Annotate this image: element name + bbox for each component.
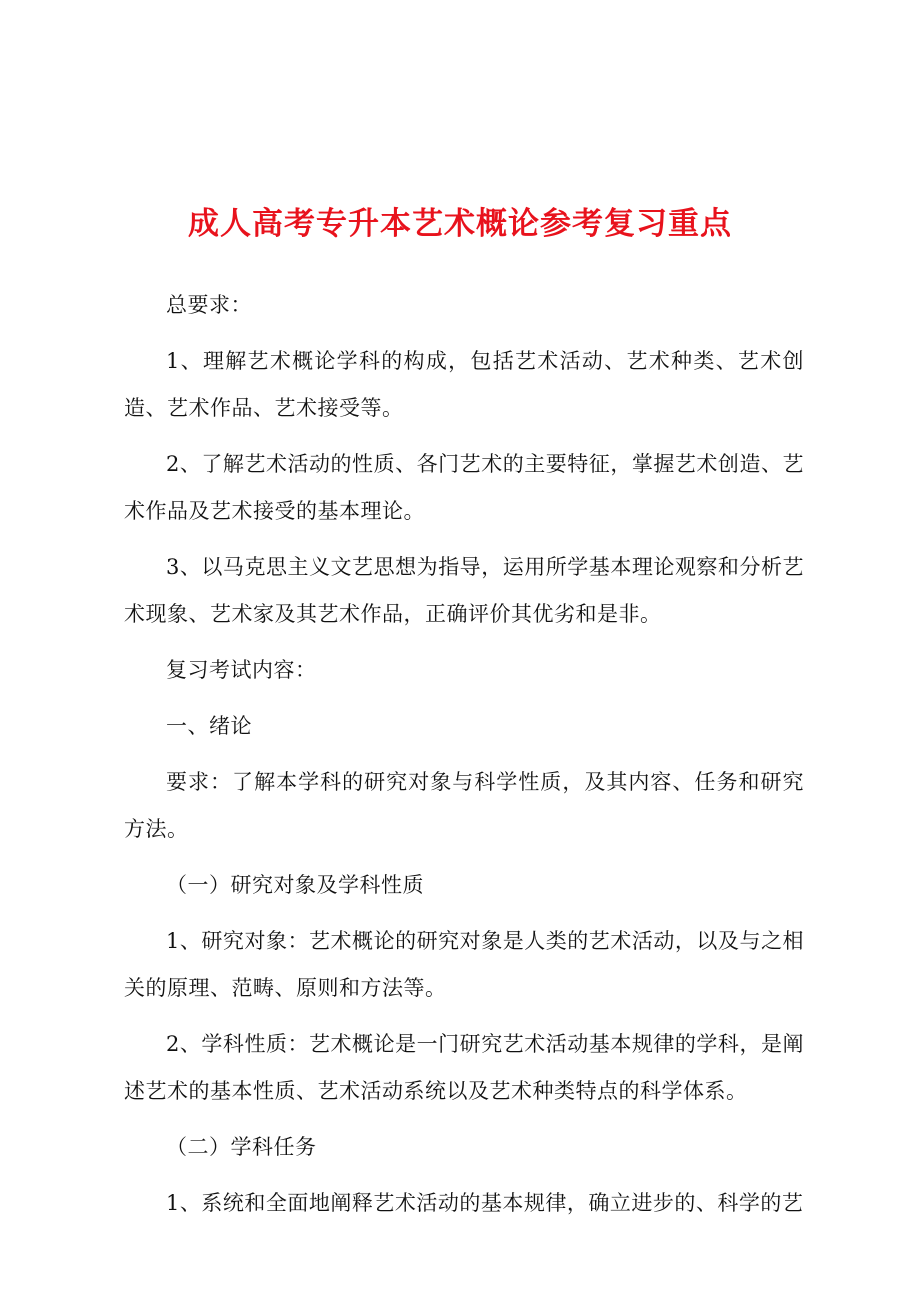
document-body <box>124 282 804 1227</box>
section-heading-introduction: 一、绪论 <box>166 714 252 738</box>
paragraph-discipline-nature: 2、学科性质：艺术概论是一门研究艺术活动基本规律的学科，是阐述艺术的基本性质、艺术活动系统以及艺术种类特点的科学体系。 <box>124 1032 804 1103</box>
subsection-heading-object-nature: （一）研究对象及学科性质 <box>166 873 424 897</box>
paragraph-requirement-1: 1、理解艺术概论学科的构成，包括艺术活动、艺术种类、艺术创造、艺术作品、艺术接受等。 <box>124 349 804 420</box>
paragraph-requirement-3: 3、以马克思主义文艺思想为指导，运用所学基本理论观察和分析艺术现象、艺术家及其艺术作品，正确评价其优劣和是非。 <box>124 555 804 626</box>
paragraph-general-requirements: 总要求： <box>166 293 252 317</box>
paragraph-research-object: 1、研究对象：艺术概论的研究对象是人类的艺术活动，以及与之相关的原理、范畴、原则和方法等。 <box>124 929 804 1000</box>
subsection-heading-discipline-tasks: （二）学科任务 <box>166 1135 317 1159</box>
paragraph-introduction-requirement: 要求：了解本学科的研究对象与科学性质，及其内容、任务和研究方法。 <box>124 770 804 841</box>
paragraph-requirement-2: 2、了解艺术活动的性质、各门艺术的主要特征，掌握艺术创造、艺术作品及艺术接受的基本理论。 <box>124 452 804 523</box>
paragraph-task-1: 1、系统和全面地阐释艺术活动的基本规律，确立进步的、科学的艺 <box>166 1191 804 1215</box>
document-title: 成人高考专升本艺术概论参考复习重点 <box>188 206 732 242</box>
paragraph-exam-content: 复习考试内容： <box>166 658 317 682</box>
